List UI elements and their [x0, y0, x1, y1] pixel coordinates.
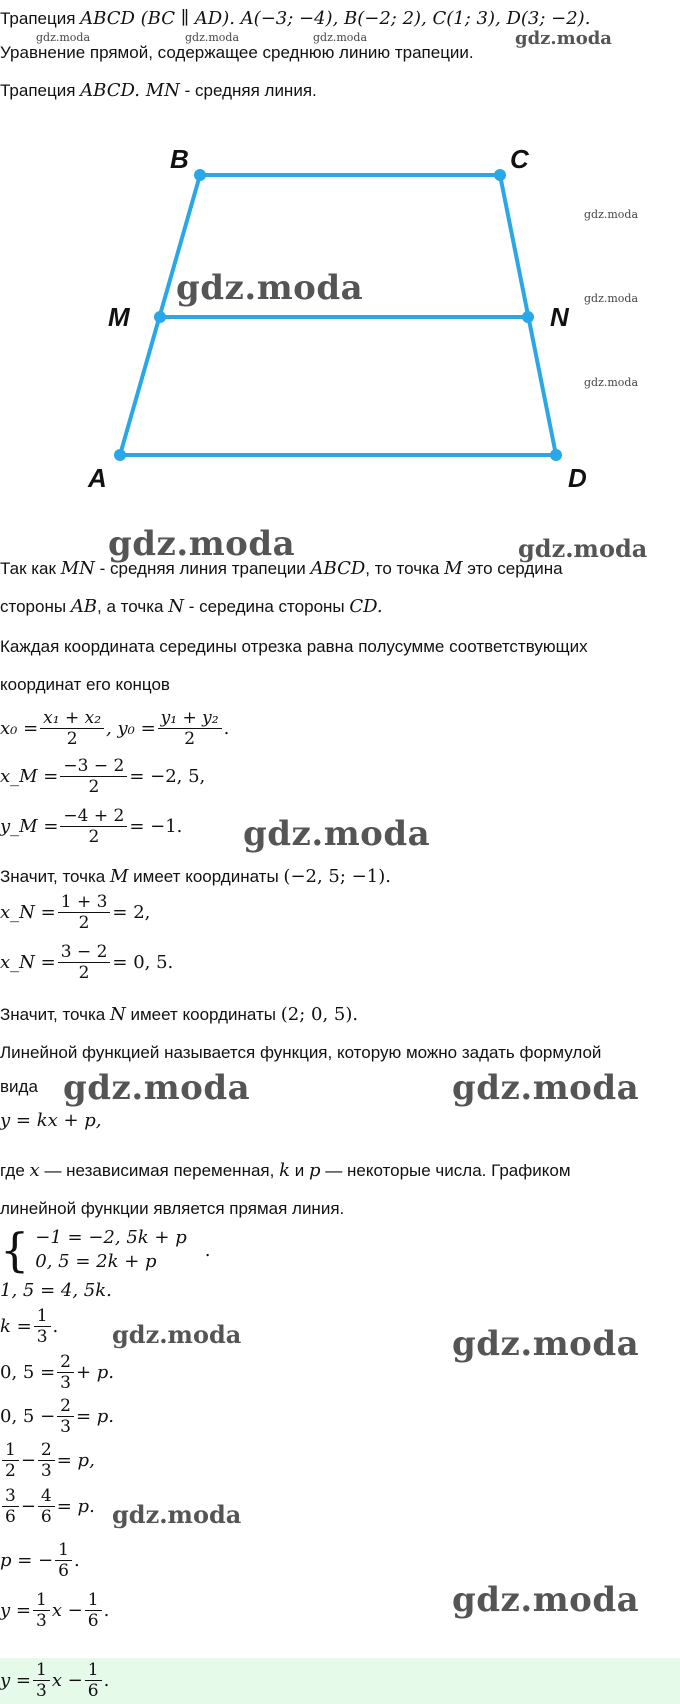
eq-rhs: = −2, 5,	[129, 766, 206, 787]
solution-line-form	[0, 1076, 38, 1098]
trapezoid-lines	[120, 175, 556, 455]
math-ab: AB	[70, 596, 98, 617]
eq-rhs: = 0, 5.	[112, 952, 174, 973]
fraction	[55, 1540, 72, 1581]
equation-system	[0, 1223, 211, 1277]
text: Значит, точка	[0, 867, 106, 886]
watermark: gdz.moda	[452, 1324, 640, 1364]
equation-yn	[0, 942, 173, 983]
solution-line-4	[0, 674, 170, 696]
text: Так как	[0, 559, 56, 578]
system-rows	[35, 1226, 186, 1274]
fraction	[58, 892, 111, 933]
denominator: 2	[78, 913, 90, 933]
problem-line-2	[0, 42, 474, 64]
eq-lhs: y =	[0, 1600, 31, 1621]
eq-lhs: x_M =	[0, 766, 59, 787]
denominator: 2	[66, 729, 78, 749]
denominator: 3	[36, 1327, 48, 1347]
operator: −	[20, 1496, 36, 1517]
eq-lhs: x₀ =	[0, 718, 39, 739]
solution-line-n-coords	[0, 1004, 358, 1026]
eq-lhs: 0, 5 −	[0, 1406, 56, 1427]
eq-rhs: = p,	[56, 1450, 95, 1471]
brace: {	[0, 1223, 30, 1277]
numerator: 1	[34, 1306, 51, 1327]
eq-text: 1, 5 = 4, 5k.	[0, 1280, 112, 1301]
text: , а точка	[97, 597, 164, 616]
math-cd: CD.	[349, 596, 383, 617]
math-abcd: ABCD	[310, 558, 366, 579]
denominator: 6	[40, 1507, 52, 1527]
fraction	[58, 942, 111, 983]
watermark: gdz.moda	[313, 31, 368, 44]
equation-linear	[0, 1110, 102, 1132]
numerator: 3	[2, 1486, 19, 1507]
denominator: 3	[60, 1417, 71, 1437]
equation-xn	[0, 892, 150, 933]
equation-ym	[0, 806, 182, 847]
eq-lhs: y_M =	[0, 816, 59, 837]
solution-line-where	[0, 1160, 571, 1182]
text: координат его концов	[0, 675, 170, 694]
eq-mid: x −	[51, 1600, 83, 1621]
eq-lhs: k =	[0, 1316, 32, 1337]
watermark: gdz.moda	[584, 292, 639, 305]
denominator: 3	[60, 1373, 71, 1393]
fraction	[38, 1486, 55, 1527]
label-d: D	[568, 463, 587, 493]
watermark: gdz.moda	[584, 376, 639, 389]
eq-mid: x −	[51, 1670, 83, 1691]
text: и	[294, 1161, 305, 1180]
numerator: 3 − 2	[58, 942, 111, 963]
text: где	[0, 1161, 25, 1180]
math-m: M	[444, 558, 463, 579]
denominator: 6	[58, 1561, 69, 1581]
system-row-1: −1 = −2, 5k + p	[35, 1227, 187, 1248]
text: — некоторые числа. Графиком	[325, 1161, 571, 1180]
denominator: 3	[35, 1611, 47, 1631]
watermark: gdz.moda	[36, 31, 91, 44]
fraction	[2, 1486, 19, 1527]
label-m: M	[108, 302, 130, 332]
numerator: x₁ + x₂	[40, 708, 104, 729]
numerator: 2	[38, 1440, 55, 1461]
equation-line-1	[0, 1590, 109, 1631]
numerator: −4 + 2	[60, 806, 127, 827]
eq-linear: y = kx + p,	[0, 1110, 102, 1131]
text: вида	[0, 1077, 38, 1096]
fraction	[57, 1396, 74, 1437]
fraction	[33, 1590, 50, 1631]
text: линейной функции является прямая линия.	[0, 1199, 345, 1218]
label-c: C	[510, 144, 529, 174]
math-k: k	[279, 1160, 291, 1181]
watermark: gdz.moda	[452, 1580, 640, 1620]
fraction	[85, 1660, 102, 1701]
numerator: 1	[2, 1440, 19, 1461]
equation-p2	[0, 1396, 114, 1437]
equation-p1	[0, 1352, 114, 1393]
text: это сердина	[467, 559, 563, 578]
point-m	[154, 311, 166, 323]
numerator: 2	[57, 1396, 74, 1417]
equation-answer	[0, 1660, 109, 1701]
problem-statement: Уравнение прямой, содержащее среднюю линию трапеции.	[0, 43, 474, 62]
solution-line-2	[0, 596, 383, 618]
denominator: 2	[5, 1461, 16, 1481]
text-prefix: Трапеция	[0, 9, 76, 28]
fraction	[57, 1352, 74, 1393]
equation-p3	[0, 1440, 95, 1481]
watermark: gdz.moda	[176, 268, 364, 308]
denominator: 6	[5, 1507, 16, 1527]
numerator: y₁ + y₂	[158, 708, 222, 729]
vertex-a	[114, 449, 126, 461]
denominator: 2	[184, 729, 196, 749]
math-x: x	[29, 1160, 40, 1181]
text: , то точка	[365, 559, 440, 578]
math-p: p	[308, 1160, 321, 1181]
watermark: gdz.moda	[518, 534, 648, 563]
eq-end: .	[52, 1316, 59, 1337]
equation-midpoint-formula	[0, 708, 229, 749]
denominator: 6	[87, 1611, 99, 1631]
equation-k	[0, 1306, 58, 1347]
denominator: 3	[40, 1461, 52, 1481]
watermark: gdz.moda	[108, 524, 296, 564]
denominator: 2	[88, 777, 100, 797]
label-n: N	[550, 302, 569, 332]
eq-rhs: = −1.	[129, 816, 183, 837]
system-end: .	[204, 1239, 211, 1261]
text: имеет координаты	[133, 867, 279, 886]
math-inline: ABCD (BC ∥ AD). A(−3; −4), B(−2; 2), C(1; 3), D(3; −2).	[80, 8, 591, 29]
solution-line-graph	[0, 1198, 344, 1220]
vertex-c	[494, 169, 506, 181]
fraction	[34, 1306, 51, 1347]
watermark: gdz.moda	[185, 31, 240, 44]
math-n: N	[109, 1004, 126, 1025]
watermark: gdz.moda	[515, 28, 612, 49]
text: — независимая переменная,	[44, 1161, 275, 1180]
text: Значит, точка	[0, 1005, 106, 1024]
fraction	[33, 1660, 50, 1701]
math-n: N	[168, 596, 184, 617]
numerator: 1	[55, 1540, 72, 1561]
eq-end: .	[73, 1550, 80, 1571]
solution-line-linear-def	[0, 1042, 601, 1064]
fraction	[60, 756, 127, 797]
eq-mid: , y₀ =	[106, 718, 156, 739]
eq-rhs: + p.	[75, 1362, 115, 1383]
eq-lhs: p = −	[0, 1550, 54, 1571]
watermark: gdz.moda	[112, 1500, 242, 1529]
eq-lhs: x_N =	[0, 902, 56, 923]
text-suffix: - средняя линия.	[184, 81, 317, 100]
numerator: 1 + 3	[58, 892, 111, 913]
solution-line-m-coords	[0, 866, 391, 888]
eq-lhs: x_N =	[0, 952, 56, 973]
fraction	[38, 1440, 55, 1481]
system-row-2: 0, 5 = 2k + p	[35, 1251, 157, 1272]
denominator: 6	[87, 1681, 99, 1701]
fraction	[40, 708, 104, 749]
text-prefix: Трапеция	[0, 81, 76, 100]
watermark: gdz.moda	[243, 814, 431, 854]
text: Каждая координата середины отрезка равна полусумме соответствующих	[0, 637, 588, 656]
math-mn: MN	[60, 558, 95, 579]
text: - середина стороны	[188, 597, 345, 616]
math-inline: ABCD. MN	[80, 80, 180, 101]
operator: −	[20, 1450, 36, 1471]
trapezoid-figure	[0, 120, 680, 500]
watermark: gdz.moda	[63, 1068, 251, 1108]
denominator: 2	[88, 827, 100, 847]
eq-rhs: = 2,	[112, 902, 151, 923]
math-coords: (−2, 5; −1).	[283, 866, 391, 887]
numerator: −3 − 2	[60, 756, 127, 777]
equation-15	[0, 1280, 112, 1302]
watermark: gdz.moda	[112, 1320, 242, 1349]
problem-line-3	[0, 80, 317, 102]
fraction	[60, 806, 127, 847]
text: стороны	[0, 597, 67, 616]
denominator: 3	[35, 1681, 47, 1701]
numerator: 2	[57, 1352, 74, 1373]
numerator: 1	[33, 1660, 50, 1681]
text: Линейной функцией называется функция, которую можно задать формулой	[0, 1043, 602, 1062]
point-n	[522, 311, 534, 323]
text: - средняя линия трапеции	[99, 559, 306, 578]
eq-lhs: 0, 5 =	[0, 1362, 56, 1383]
eq-rhs: = p.	[56, 1496, 95, 1517]
eq-lhs: y =	[0, 1670, 31, 1691]
math-coords: (2; 0, 5).	[280, 1004, 359, 1025]
eq-end: .	[103, 1670, 110, 1691]
vertex-d	[550, 449, 562, 461]
eq-rhs: = p.	[75, 1406, 115, 1427]
eq-end: .	[103, 1600, 110, 1621]
watermark: gdz.moda	[452, 1068, 640, 1108]
equation-p-value	[0, 1540, 80, 1581]
problem-line-1	[0, 8, 590, 30]
numerator: 1	[85, 1660, 102, 1681]
equation-p4	[0, 1486, 95, 1527]
numerator: 1	[33, 1590, 50, 1611]
numerator: 1	[85, 1590, 102, 1611]
math-m: M	[109, 866, 129, 887]
fraction	[2, 1440, 19, 1481]
solution-line-3	[0, 636, 588, 658]
equation-xm	[0, 756, 205, 797]
label-b: B	[170, 144, 189, 174]
fraction	[158, 708, 222, 749]
fraction	[85, 1590, 102, 1631]
watermark: gdz.moda	[584, 208, 639, 221]
numerator: 4	[38, 1486, 55, 1507]
eq-end: .	[223, 718, 230, 739]
label-a: A	[88, 463, 107, 493]
vertex-b	[194, 169, 206, 181]
system	[0, 1223, 211, 1277]
text: имеет координаты	[130, 1005, 276, 1024]
denominator: 2	[78, 963, 90, 983]
